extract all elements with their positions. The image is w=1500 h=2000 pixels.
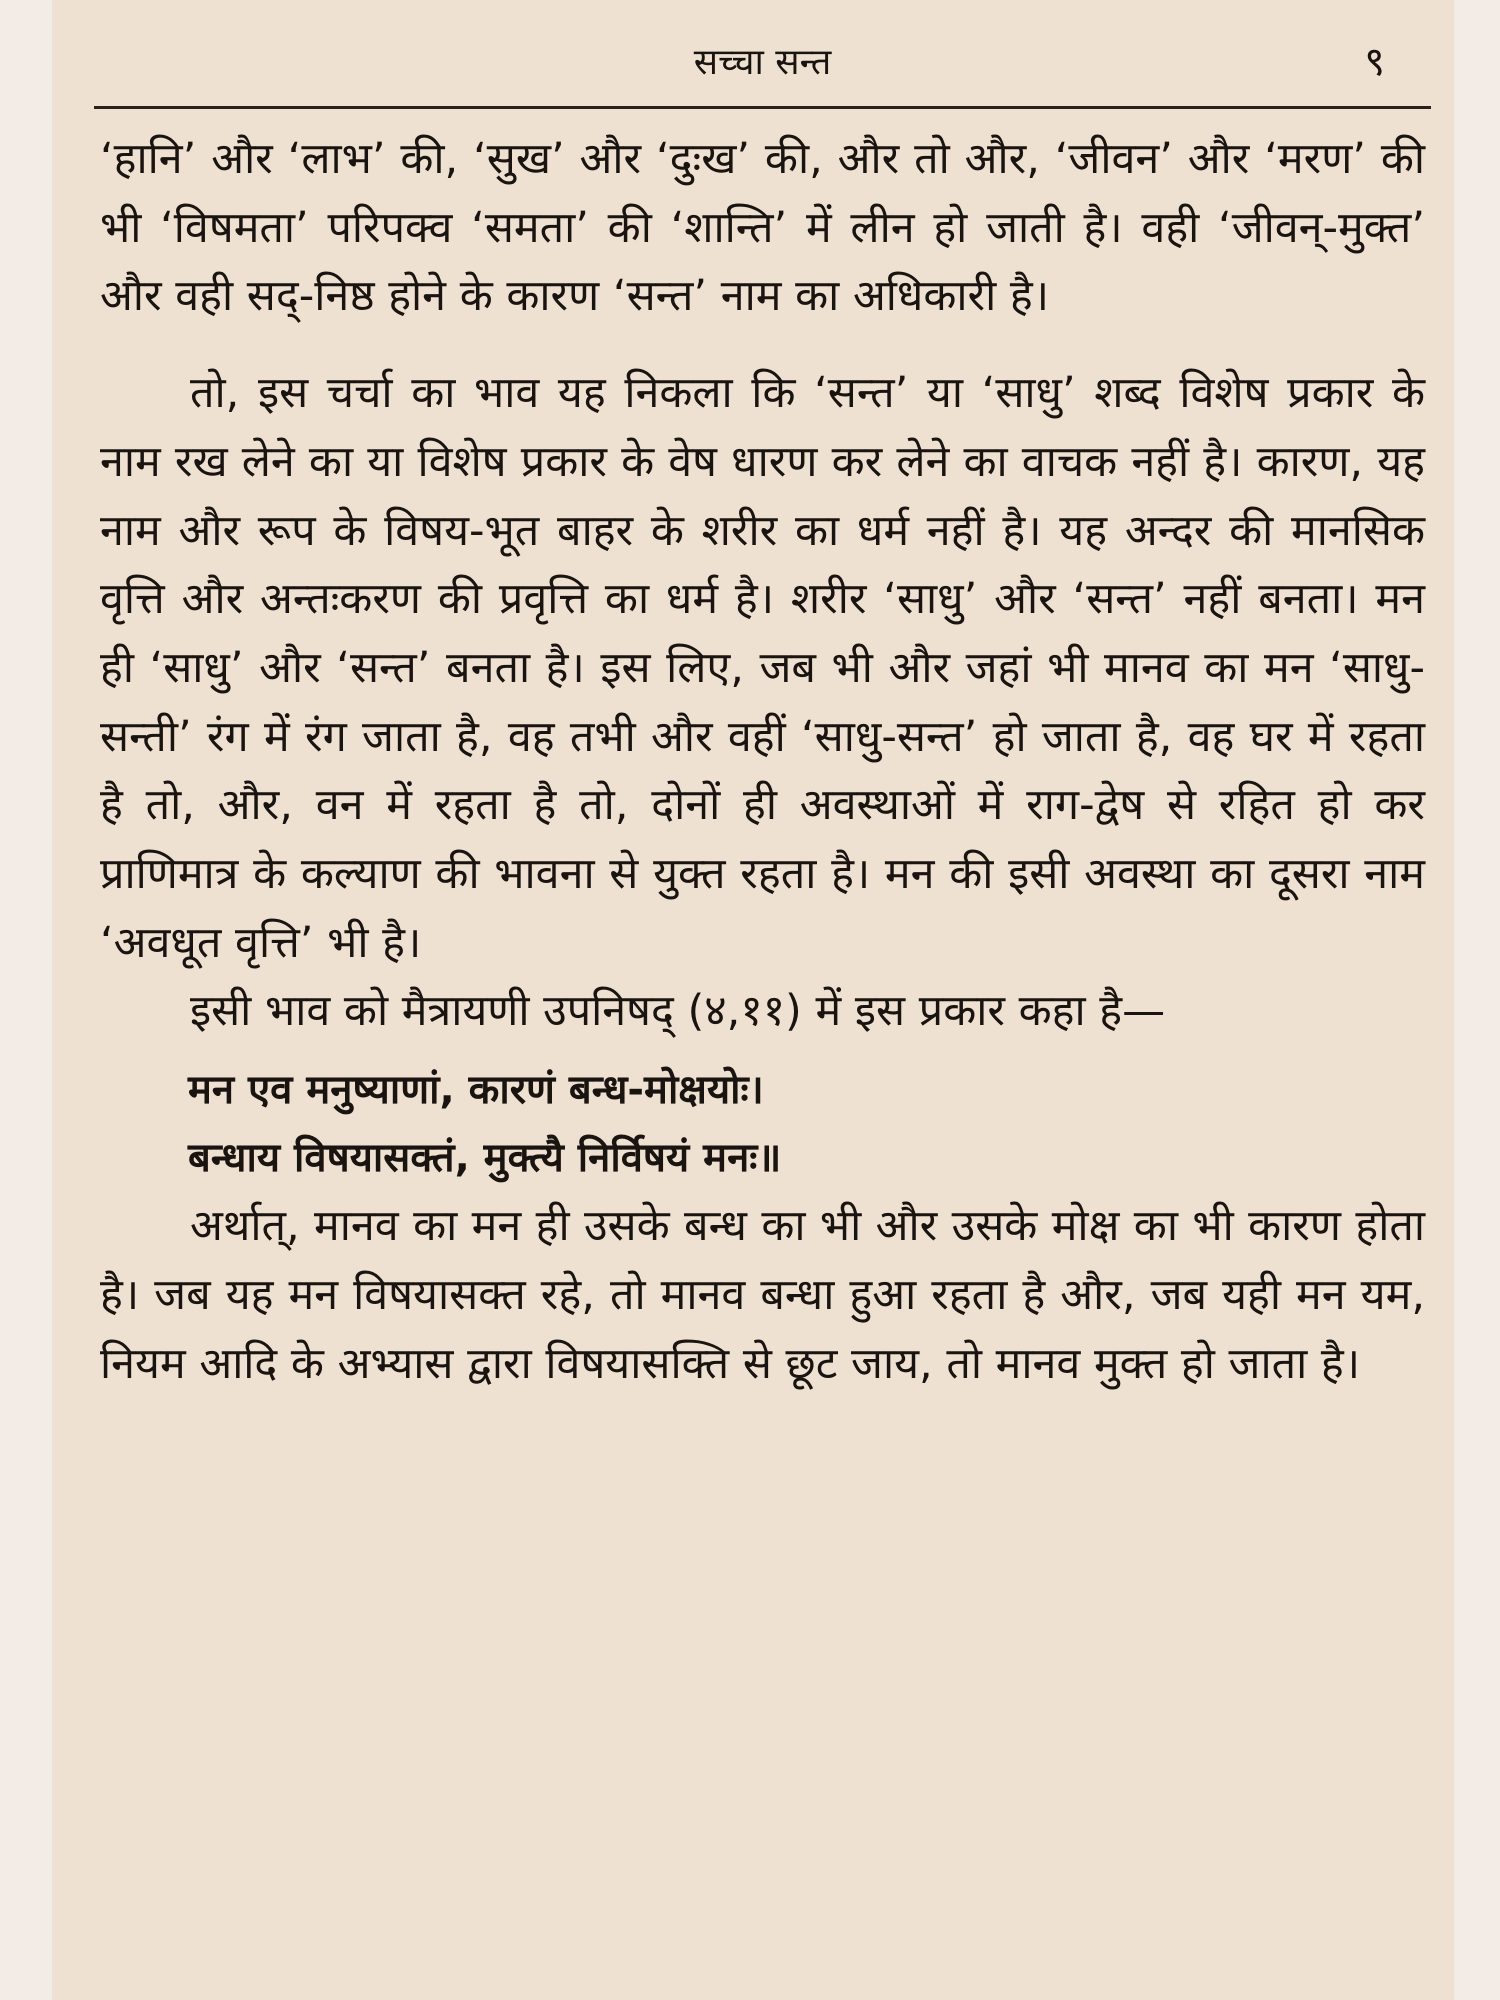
sanskrit-verse [100, 1056, 1425, 1192]
scan-margin-left [0, 0, 52, 2000]
paragraph-3: इसी भाव को मैत्रायणी उपनिषद् (४,११) में इस प्रकार कहा है— [190, 986, 1166, 1037]
page-number: ९ [1364, 39, 1385, 85]
closing-paragraph: अर्थात्, मानव का मन ही उसके बन्ध का भी और उसके मोक्ष का भी कारण होता है। जब यह मन विषयासक्त रहे, तो मानव बन्धा हुआ रहता है और, जब यही मन यम, नियम आदि के अभ्यास द्वारा विषयासक्ति से छूट जाय, तो मानव मुक्त हो जाता है। [100, 1201, 1425, 1389]
paragraph-gap [100, 331, 1425, 359]
paragraph-1: ‘हानि’ और ‘लाभ’ की, ‘सुख’ और ‘दुःख’ की, और तो और, ‘जीवन’ और ‘मरण’ की भी ‘विषमता’ परिपक्व ‘समता’ की ‘शान्ति’ में लीन हो जाती है। वही ‘जीवन्-मुक्त’ और वही सद्-निष्ठ होने के कारण ‘सन्त’ नाम का अधिकारी है। [100, 134, 1425, 322]
paragraph-2: तो, इस चर्चा का भाव यह निकला कि ‘सन्त’ या ‘साधु’ शब्द विशेष प्रकार के नाम रख लेने का या विशेष प्रकार के वेष धारण कर लेने का वाचक नहीं है। कारण, यह नाम और रूप के विषय-भूत बाहर के शरीर का धर्म नहीं है। यह अन्दर की मानसिक वृत्ति और अन्तःकरण की प्रवृत्ति का धर्म है। शरीर ‘साधु’ और ‘सन्त’ नहीं बनता। मन ही ‘साधु’ और ‘सन्त’ बनता है। इस लिए, जब भी और जहां भी मानव का मन ‘साधु-सन्ती’ रंग में रंग जाता है, वह तभी और वहीं ‘साधु-सन्त’ हो जाता है, वह घर में रहता है तो, और, वन में रहता है तो, दोनों ही अवस्थाओं में राग-द्वेष से रहित हो कर प्राणिमात्र के कल्याण की भावना से युक्त रहता है। मन की इसी अवस्था का दूसरा नाम ‘अवधूत वृत्ति’ भी है। [100, 368, 1425, 968]
scan-margin-right [1454, 0, 1500, 2000]
running-header [100, 30, 1425, 92]
page-content [100, 30, 1425, 1398]
verse-line-2: बन्धाय विषयासक्तं, मुक्त्यै निर्विषयं मनः॥ [188, 1135, 782, 1182]
verse-line-1: मन एव मनुष्याणां, कारणं बन्ध-मोक्षयोः। [188, 1067, 764, 1114]
header-rule [94, 106, 1431, 109]
body-text [100, 125, 1425, 1398]
running-title: सच्चा सन्त [693, 42, 832, 83]
